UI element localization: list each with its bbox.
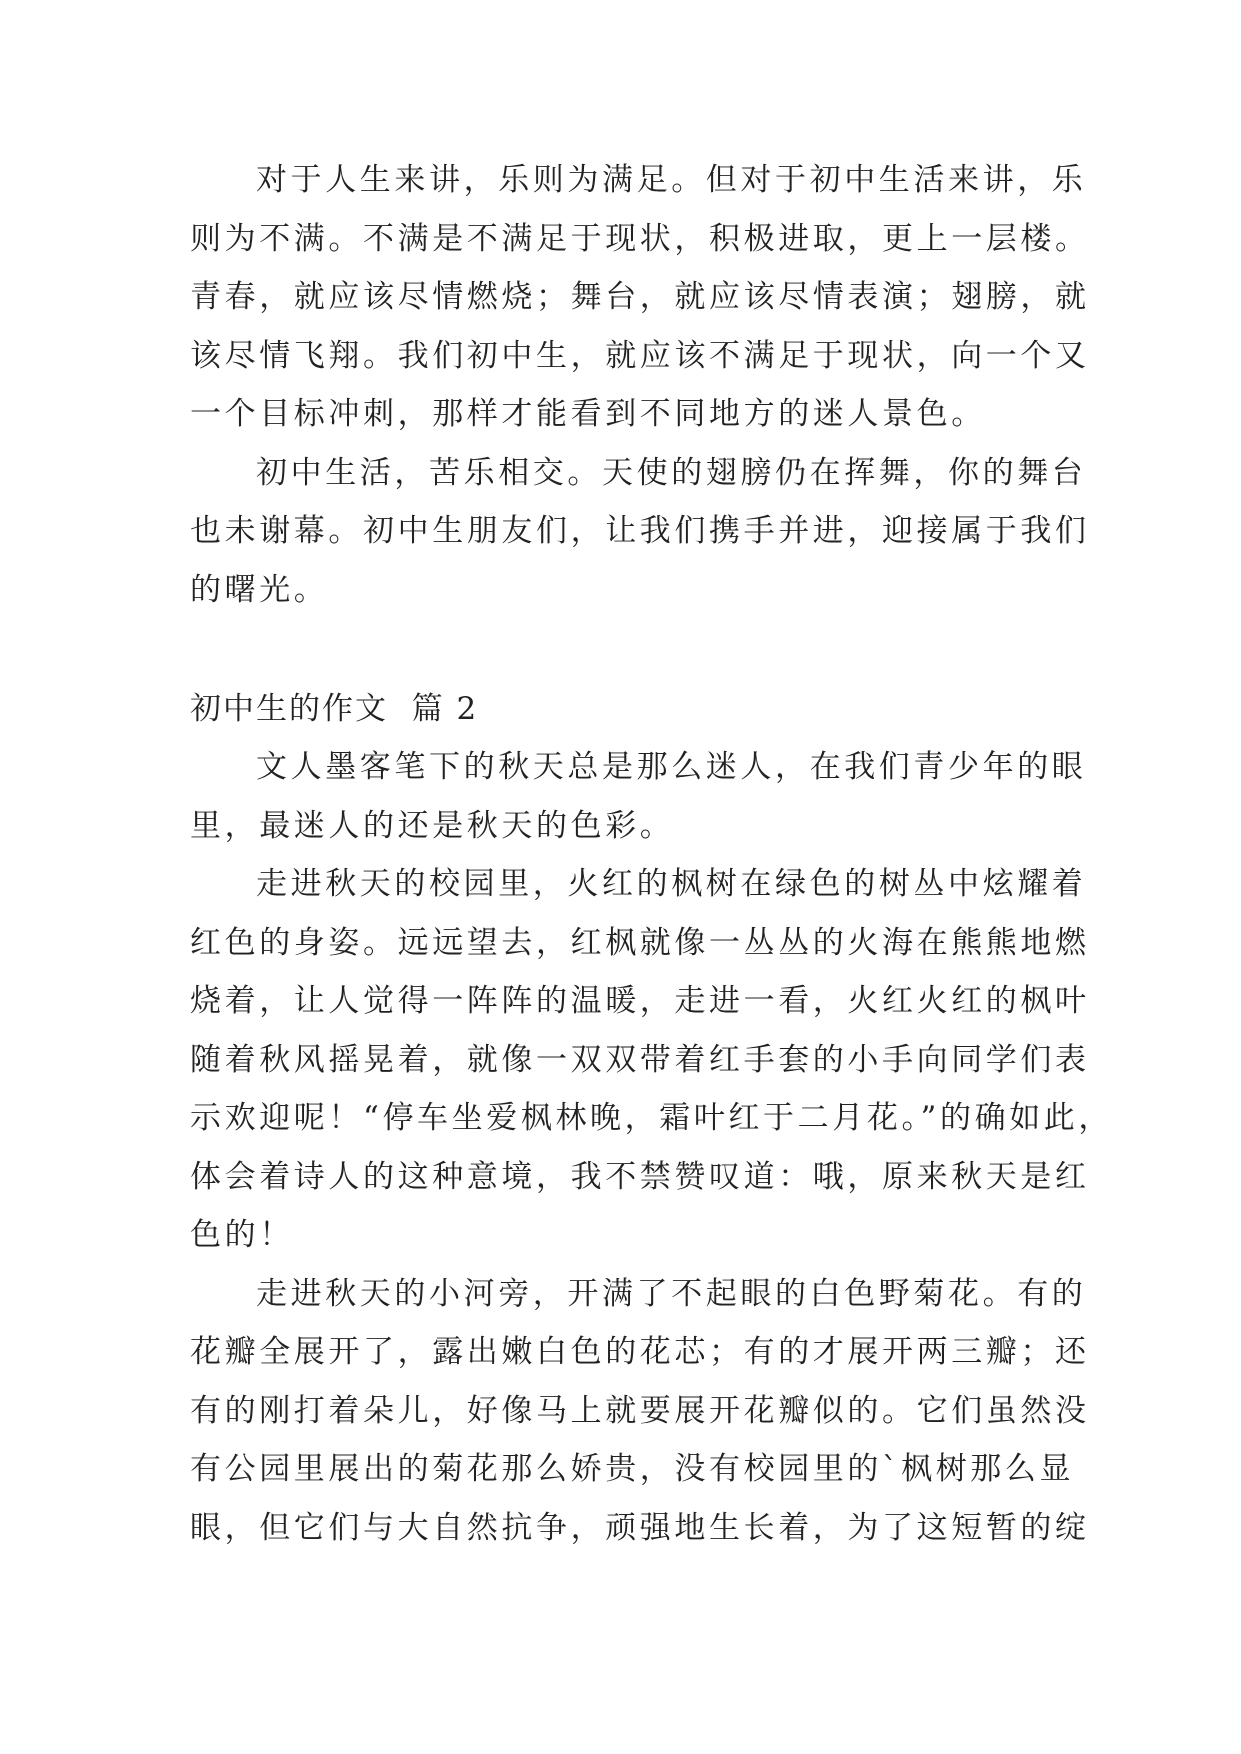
- paragraph-line: 则为不满。不满是不满足于现状，积极进取，更上一层楼。: [190, 220, 1090, 257]
- paragraph-line: 初中生活，苦乐相交。天使的翅膀仍在挥舞，你的舞台: [256, 454, 1087, 491]
- paragraph-line: 随着秋风摇晃着，就像一双双带着红手套的小手向同学们表: [190, 1041, 1090, 1078]
- paragraph-line: 眼，但它们与大自然抗争，顽强地生长着，为了这短暂的绽: [190, 1509, 1090, 1546]
- paragraph-line: 青春，就应该尽情燃烧；舞台，就应该尽情表演；翅膀，就: [190, 279, 1090, 315]
- paragraph-line: 色的！: [190, 1217, 294, 1253]
- paragraph-line: 示欢迎呢！“停车坐爱枫林晚，霜叶红于二月花。”的确如此，: [190, 1100, 1113, 1136]
- paragraph-line: 该尽情飞翔。我们初中生，就应该不满足于现状，向一个又: [190, 337, 1090, 374]
- essay-body: [190, 738, 1113, 1557]
- paragraph-line: 一个目标冲刺，那样才能看到不同地方的迷人景色。: [190, 396, 986, 432]
- paragraph-line: 红色的身姿。远远望去，红枫就像一丛丛的火海在熊熊地燃: [190, 924, 1090, 961]
- paragraph-line: 文人墨客笔下的秋天总是那么迷人，在我们青少年的眼: [256, 749, 1087, 785]
- essay-heading: 初中生的作文 篇 2: [190, 691, 479, 727]
- paragraph-line: 里，最迷人的还是秋天的色彩。: [190, 807, 675, 844]
- paragraph-line: 也未谢幕。初中生朋友们，让我们携手并进，迎接属于我们: [190, 513, 1090, 549]
- paragraph-line: 烧着，让人觉得一阵阵的温暖，走进一看，火红火红的枫叶: [190, 983, 1090, 1019]
- paragraph-line: 对于人生来讲，乐则为满足。但对于初中生活来讲，乐: [256, 162, 1087, 198]
- paragraph-line: 有的刚打着朵儿，好像马上就要展开花瓣似的。它们虽然没: [190, 1392, 1090, 1429]
- essay-continuation: [190, 151, 1090, 619]
- paragraph-line: 有公园里展出的菊花那么娇贵，没有校园里的`枫树那么显: [190, 1451, 1075, 1487]
- paragraph-line: 花瓣全展开了，露出嫩白色的花芯；有的才展开两三瓣；还: [190, 1334, 1090, 1370]
- paragraph-line: 的曙光。: [190, 571, 329, 608]
- paragraph-line: 走进秋天的小河旁，开满了不起眼的白色野菊花。有的: [256, 1275, 1087, 1312]
- paragraph-line: 体会着诗人的这种意境，我不禁赞叹道：哦，原来秋天是红: [190, 1158, 1090, 1195]
- paragraph-line: 走进秋天的校园里，火红的枫树在绿色的树丛中炫耀着: [256, 866, 1087, 902]
